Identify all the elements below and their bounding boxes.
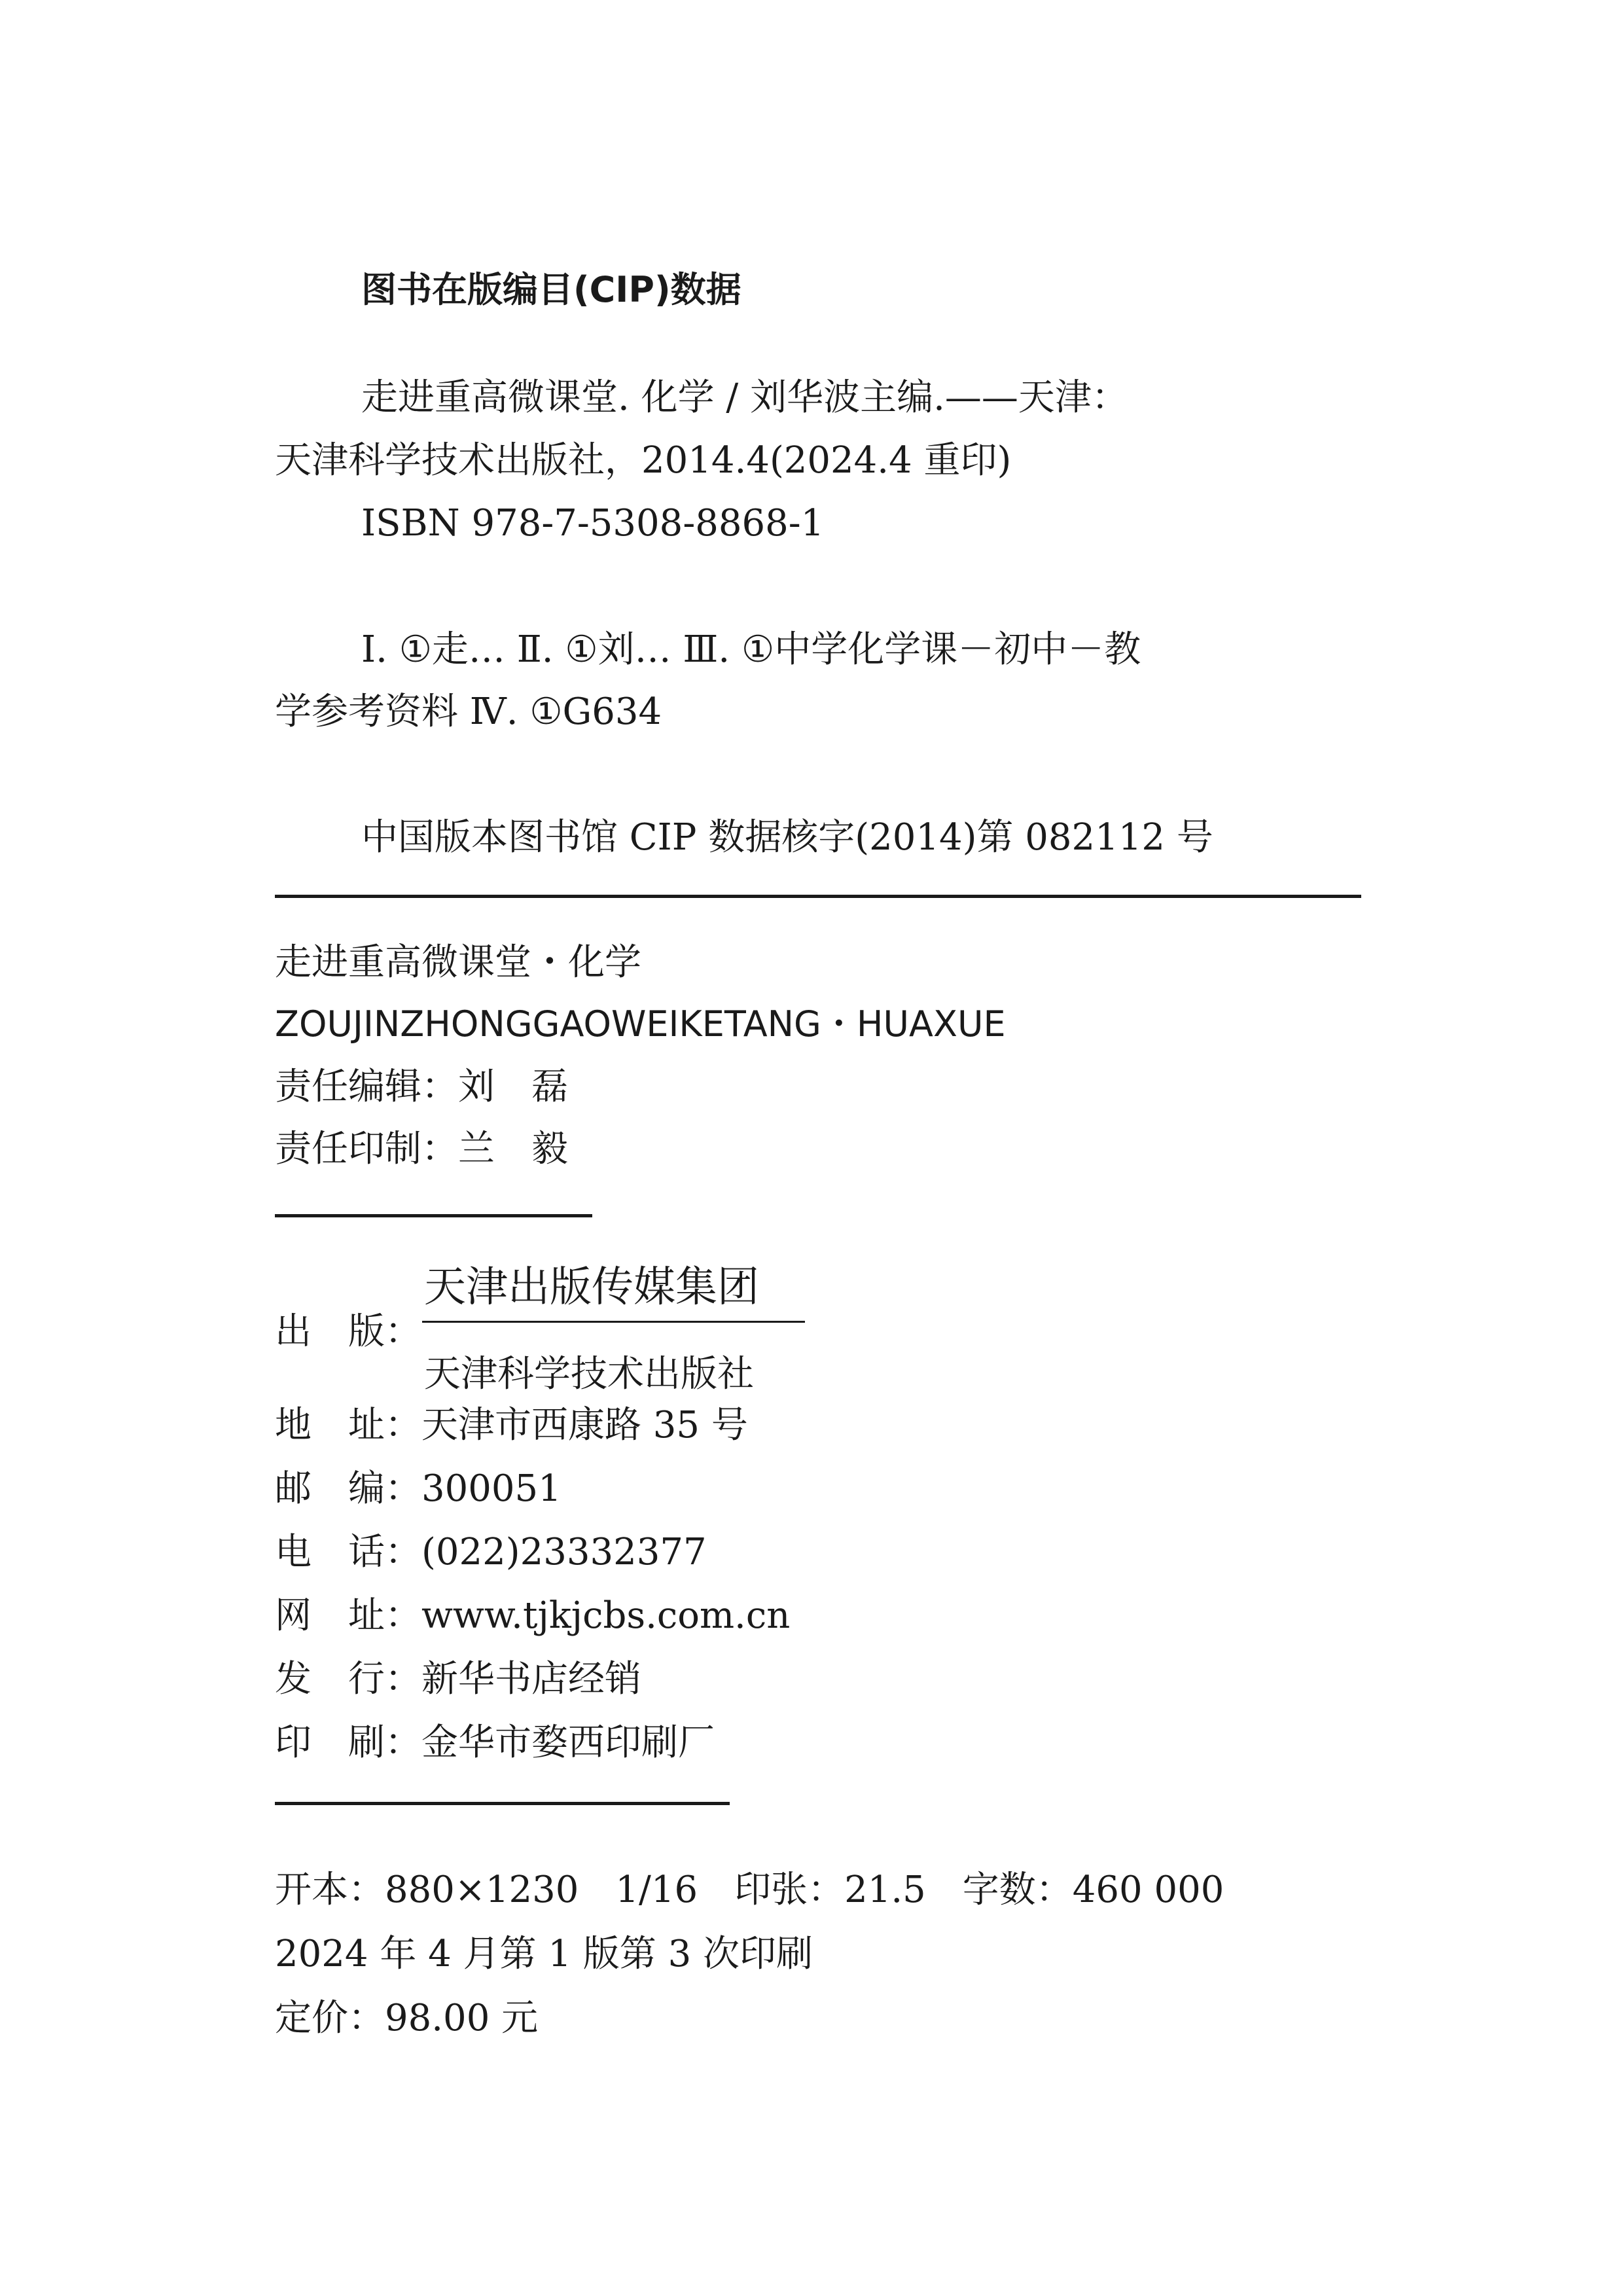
publisher-label: 出 版： [275, 1310, 421, 1353]
publisher-website: 网 址：www.tjkjcbs.com.cn [275, 1594, 791, 1637]
publisher-phone: 电 话：(022)23332377 [275, 1531, 707, 1573]
price: 定价：98.00 元 [275, 1997, 539, 2039]
classification-line-2: 学参考资料 Ⅳ. ①G634 [275, 691, 662, 733]
cip-verification-number: 中国版本图书馆 CIP 数据核字(2014)第 082112 号 [361, 816, 1213, 859]
publisher-press: 天津科学技术出版社 [424, 1353, 754, 1395]
publisher-address: 地 址：天津市西康路 35 号 [275, 1404, 748, 1446]
responsible-editor: 责任编辑：刘 磊 [275, 1066, 568, 1108]
format-specs: 开本：880×1230 1/16 印张：21.5 字数：460 000 [275, 1869, 1224, 1911]
distribution: 发 行：新华书店经销 [275, 1658, 641, 1700]
classification-line-1: Ⅰ. ①走… Ⅱ. ①刘… Ⅲ. ①中学化学课－初中－教 [361, 628, 1141, 671]
book-title-pinyin: ZOUJINZHONGGAOWEIKETANG・HUAXUE [275, 1003, 1006, 1045]
responsible-printing: 责任印制：兰 毅 [275, 1128, 568, 1170]
cip-record-line-2: 天津科学技术出版社，2014.4(2024.4 重印) [275, 439, 1012, 482]
edition-info: 2024 年 4 月第 1 版第 3 次印刷 [275, 1933, 813, 1975]
divider-short-1 [275, 1214, 592, 1217]
divider-short-2 [275, 1802, 730, 1805]
publisher-postcode: 邮 编：300051 [275, 1467, 562, 1510]
cip-record-line-1: 走进重高微课堂. 化学 / 刘华波主编.——天津： [361, 376, 1128, 419]
cip-heading: 图书在版编目(CIP)数据 [361, 269, 741, 310]
publisher-underline [422, 1321, 805, 1323]
divider-full [275, 895, 1361, 898]
publisher-group: 天津出版传媒集团 [424, 1263, 759, 1312]
isbn: ISBN 978-7-5308-8868-1 [361, 502, 825, 545]
printer: 印 刷：金华市婺西印刷厂 [275, 1721, 715, 1764]
book-title: 走进重高微课堂・化学 [275, 941, 641, 984]
